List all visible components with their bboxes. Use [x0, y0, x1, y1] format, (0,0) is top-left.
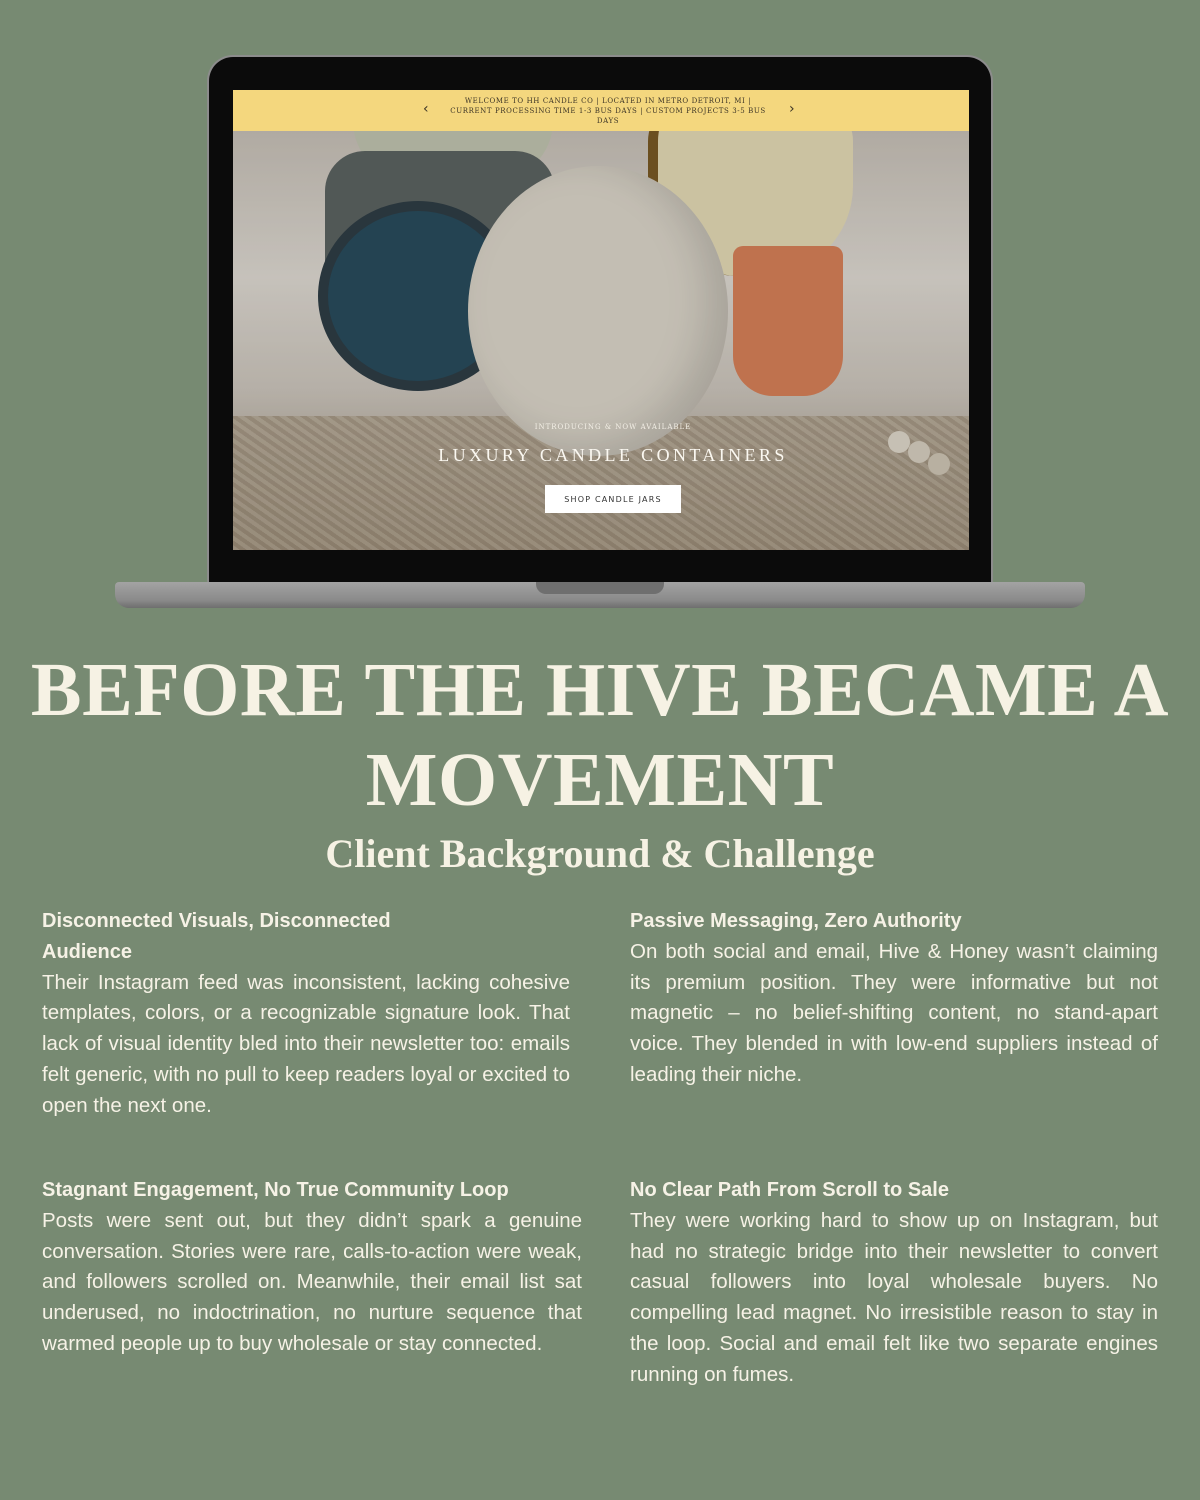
section-disconnected-visuals — [42, 906, 570, 1122]
chevron-left-icon[interactable]: ‹ — [423, 101, 429, 117]
announcement-text: WELCOME TO HH CANDLE CO | LOCATED IN METRO DETROIT, MI | CURRENT PROCESSING TIME 1-3 BUS DAYS | CUSTOM PROJECTS 3-5 BUS DAYS — [450, 97, 766, 125]
shop-candle-jars-button[interactable]: SHOP CANDLE JARS — [545, 485, 681, 513]
section-stagnant-engagement — [42, 1175, 582, 1360]
website-screenshot — [233, 90, 969, 550]
section-body: On both social and email, Hive & Honey wasn’t claiming its premium position. They were informative but not magnetic – no belief-shifting content, no stand-apart voice. They blended in with low-end suppliers instead of leading their niche. — [630, 939, 1158, 1086]
chevron-right-icon[interactable]: › — [789, 101, 795, 117]
laptop-notch — [536, 582, 664, 594]
section-title: Disconnected Visuals, Disconnected Audience — [42, 910, 391, 963]
section-title: Stagnant Engagement, No True Community Loop — [42, 1179, 509, 1201]
section-title: No Clear Path From Scroll to Sale — [630, 1179, 949, 1201]
announcement-bar — [233, 90, 969, 131]
laptop-mockup — [115, 55, 1085, 610]
section-body: They were working hard to show up on Instagram, but had no strategic bridge into their newsletter to convert casual followers into loyal wholesale buyers. No compelling lead magnet. No irresistible reason to stay in the loop. Social and email felt like two separate engines running on fumes. — [630, 1208, 1158, 1386]
laptop-lid — [207, 55, 993, 587]
section-title: Passive Messaging, Zero Authority — [630, 910, 962, 932]
page-subheadline: Client Background & Challenge — [325, 831, 875, 876]
section-body: Posts were sent out, but they didn’t spark a genuine conversation. Stories were rare, calls-to-action were weak, and followers scrolled on. Meanwhile, their email list sat underused, no indoctrination, no nurture sequence that warmed people up to buy wholesale or stay connected. — [42, 1208, 582, 1355]
section-body: Their Instagram feed was inconsistent, lacking cohesive templates, colors, or a recognizable signature look. That lack of visual identity bled into their newsletter too: emails felt generic, with no pull to keep readers loyal or excited to open the next one. — [42, 970, 570, 1117]
hero-title: LUXURY CANDLE CONTAINERS — [438, 445, 788, 465]
hero-banner — [233, 131, 969, 550]
page-headline: BEFORE THE HIVE BECAME A MOVEMENT — [30, 648, 1170, 822]
hero-kicker: INTRODUCING & NOW AVAILABLE — [534, 423, 692, 431]
section-no-clear-path — [630, 1175, 1158, 1391]
section-passive-messaging — [630, 906, 1158, 1091]
